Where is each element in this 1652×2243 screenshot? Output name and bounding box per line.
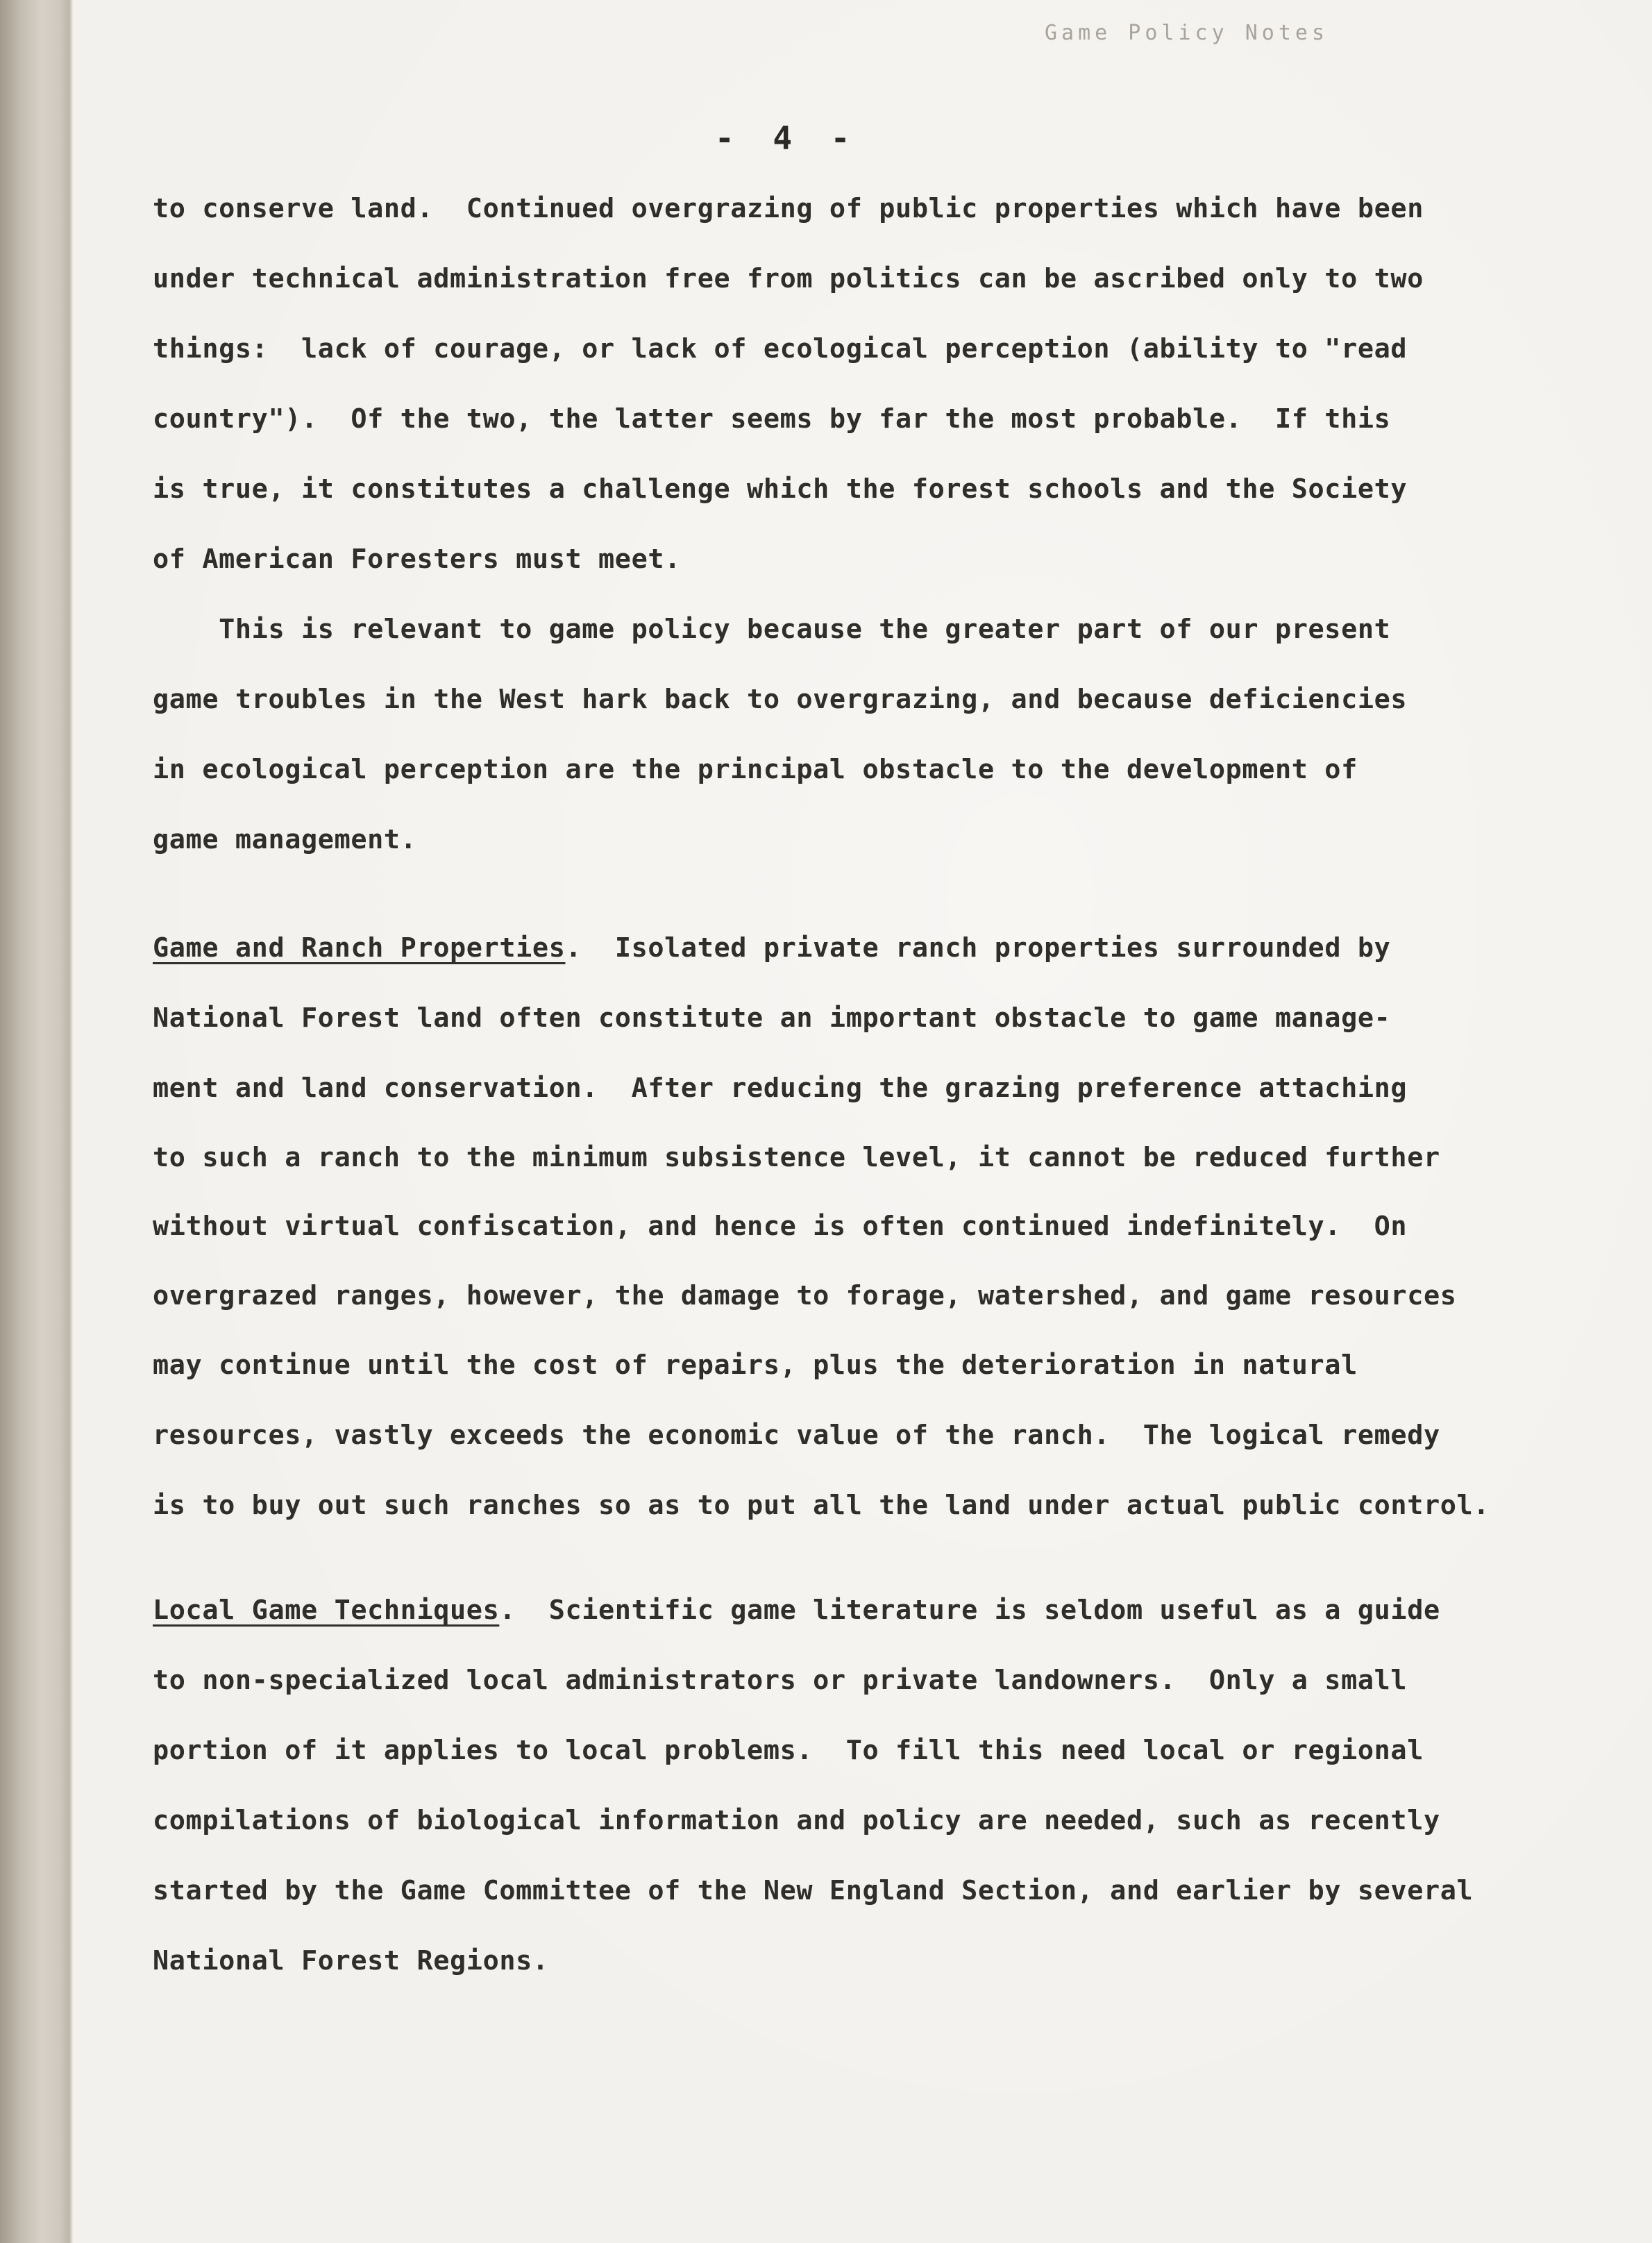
text-line: to non-specialized local administrators or private landowners. Only a small	[153, 1665, 1408, 1696]
text-line: things: lack of courage, or lack of ecological perception (ability to "read	[153, 333, 1408, 364]
page-number: - 4 -	[715, 119, 860, 157]
text-line: resources, vastly exceeds the economic value of the ranch. The logical remedy	[153, 1420, 1440, 1451]
text-line: to such a ranch to the minimum subsistence level, it cannot be reduced further	[153, 1142, 1440, 1173]
text-line: National Forest Regions.	[153, 1945, 549, 1976]
section-first-line	[153, 932, 1610, 964]
section-heading-local-game: Local Game Techniques	[153, 1595, 500, 1626]
text-line: under technical administration free from politics can be ascribed only to two	[153, 263, 1424, 294]
text-line: This is relevant to game policy because the greater part of our present	[153, 614, 1391, 645]
text-line: National Forest land often constitute an important obstacle to game manage-	[153, 1002, 1391, 1034]
faint-header-text: Game Policy Notes	[1045, 21, 1329, 45]
section-heading-game-ranch: Game and Ranch Properties	[153, 932, 566, 964]
text-line: may continue until the cost of repairs, plus the deterioration in natural	[153, 1350, 1358, 1381]
text-line: overgrazed ranges, however, the damage to forage, watershed, and game resources	[153, 1280, 1457, 1311]
text-line: compilations of biological information and policy are needed, such as recently	[153, 1805, 1440, 1836]
typewritten-page	[73, 0, 1652, 2243]
text-line: portion of it applies to local problems. To fill this need local or regional	[153, 1735, 1424, 1766]
text-line: in ecological perception are the principal obstacle to the development of	[153, 754, 1358, 785]
text-line: ment and land conservation. After reducing the grazing preference attaching	[153, 1073, 1408, 1104]
text-line: game troubles in the West hark back to overgrazing, and because deficiencies	[153, 684, 1408, 715]
binding-edge	[0, 0, 73, 2243]
text-line: is true, it constitutes a challenge which the forest schools and the Society	[153, 473, 1408, 505]
text-line: to conserve land. Continued overgrazing of public properties which have been	[153, 193, 1424, 224]
section-first-line	[153, 1597, 1610, 1624]
section-first-line-rest: . Scientific game literature is seldom useful as a guide	[499, 1595, 1440, 1626]
text-line: country"). Of the two, the latter seems by far the most probable. If this	[153, 403, 1391, 435]
text-line: of American Foresters must meet.	[153, 544, 681, 575]
text-line: is to buy out such ranches so as to put all the land under actual public control.	[153, 1490, 1490, 1521]
section-first-line-rest: . Isolated private ranch properties surrounded by	[565, 932, 1391, 964]
text-line: without virtual confiscation, and hence is often continued indefinitely. On	[153, 1211, 1408, 1242]
text-line: game management.	[153, 824, 417, 855]
text-line: started by the Game Committee of the New England Section, and earlier by several	[153, 1875, 1474, 1906]
